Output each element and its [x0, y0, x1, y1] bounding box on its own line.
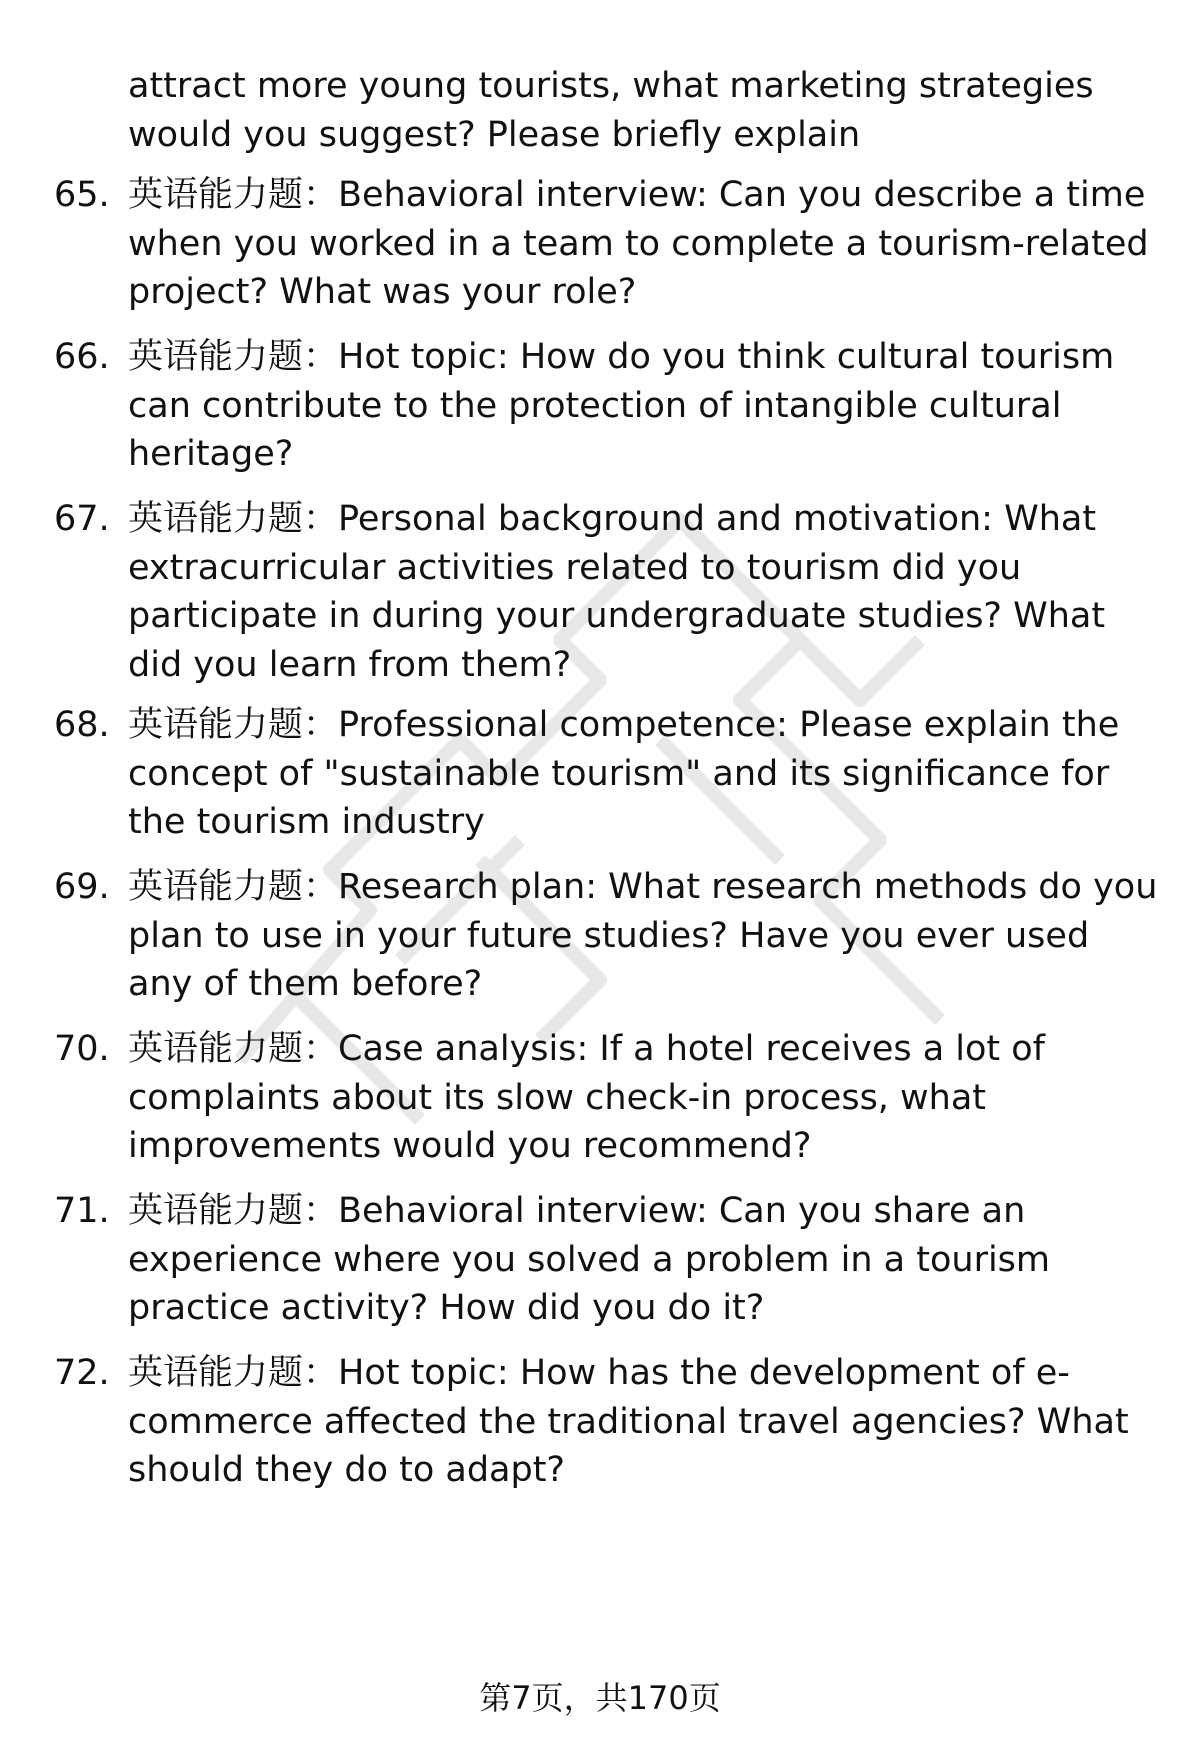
question-number: 71. — [54, 1191, 110, 1231]
question-text: 英语能力题：Professional competence: Please explain the concept of "sustainable tourism" and its significance for the tourism industry — [128, 705, 1120, 842]
question-number: 67. — [54, 499, 110, 539]
question-text: 英语能力题：Research plan: What research methods do you plan to use in your future studies? Have you ever used any of them before? — [128, 867, 1158, 1004]
question-number: 69. — [54, 867, 110, 907]
question-text: 英语能力题：Behavioral interview: Can you share an experience where you solved a problem in a tourism practice activity? How did you do it? — [128, 1191, 1051, 1328]
question-number: 72. — [54, 1353, 110, 1393]
question-number: 66. — [54, 337, 110, 377]
question-number: 70. — [54, 1029, 110, 1069]
page-number-footer: 第7页，共170页 — [479, 1679, 721, 1717]
question-text: 英语能力题：Hot topic: How has the development of e-commerce affected the traditional travel agencies? What should they do to adapt? — [128, 1353, 1129, 1490]
question-text: 英语能力题：Behavioral interview: Can you describe a time when you worked in a team to complete a tourism-related project? What was your role? — [128, 175, 1149, 312]
question-text: 英语能力题：Hot topic: How do you think cultural tourism can contribute to the protection of intangible cultural heritage? — [128, 337, 1115, 474]
question-text: 英语能力题：Case analysis: If a hotel receives a lot of complaints about its slow check-in process, what improvements would you recommend? — [128, 1029, 1046, 1166]
question-number: 68. — [54, 705, 110, 745]
question-text: 英语能力题：Personal background and motivation: What extracurricular activities related to tourism did you participate in during your undergraduate studies? What did you learn from them? — [128, 499, 1106, 685]
continuation-text: attract more young tourists, what marketing strategies would you suggest? Please briefly explain — [128, 66, 1094, 155]
question-number: 65. — [54, 175, 110, 215]
